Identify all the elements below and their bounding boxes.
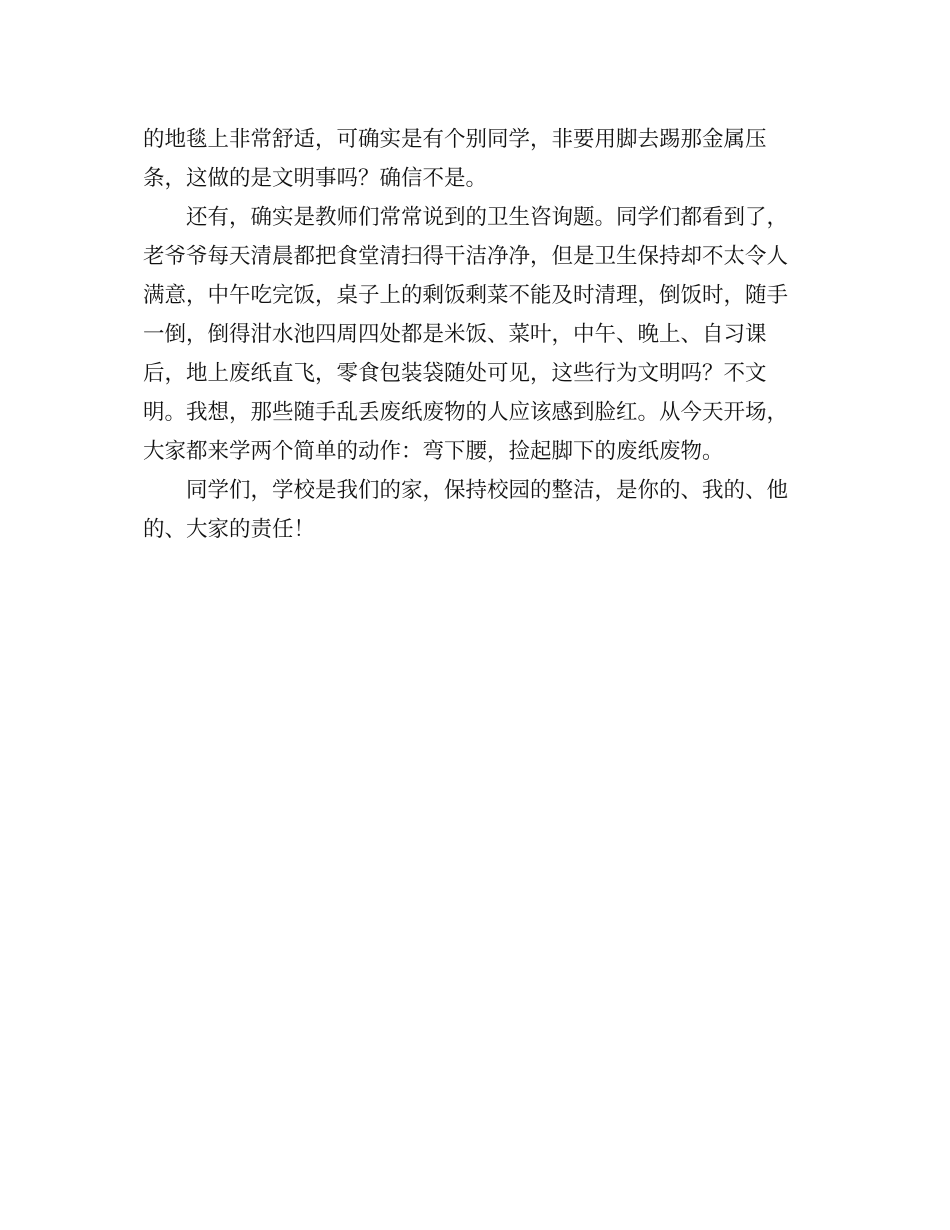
text-line: 一倒，倒得泔水池四周四处都是米饭、菜叶，中午、晚上、自习课 [143, 322, 767, 347]
text-line: 老爷爷每天清晨都把食堂清扫得干洁净净，但是卫生保持却不太令人 [143, 244, 789, 269]
document-body [143, 120, 803, 549]
paragraph-2 [143, 198, 803, 471]
text-line: 大家都来学两个简单的动作：弯下腰，捡起脚下的废纸废物。 [143, 439, 724, 464]
paragraph-3 [143, 471, 803, 549]
text-line: 同学们，学校是我们的家，保持校园的整洁，是你的、我的、他 [186, 478, 789, 503]
text-line: 后，地上废纸直飞，零食包装袋随处可见，这些行为文明吗？不文 [143, 361, 767, 386]
text-line: 明。我想，那些随手乱丢废纸废物的人应该感到脸红。从今天开场， [143, 400, 789, 425]
text-line: 条，这做的是文明事吗？确信不是。 [143, 166, 488, 191]
text-line: 满意，中午吃完饭，桌子上的剩饭剩菜不能及时清理，倒饭时，随手 [143, 283, 789, 308]
text-line: 的、大家的责任！ [143, 517, 316, 542]
text-line: 还有，确实是教师们常常说到的卫生咨询题。同学们都看到了， [186, 205, 789, 230]
paragraph-1 [143, 120, 803, 198]
text-line: 的地毯上非常舒适，可确实是有个别同学，非要用脚去踢那金属压 [143, 127, 767, 152]
